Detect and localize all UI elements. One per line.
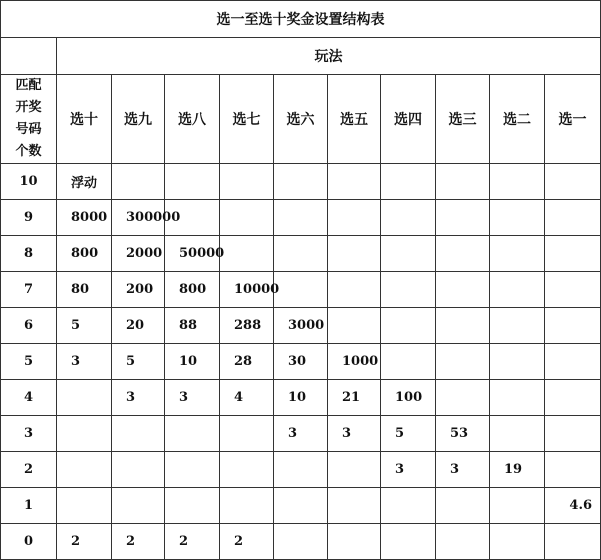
column-header-xuan6: 选六	[274, 75, 328, 164]
prize-cell	[436, 272, 490, 308]
prize-cell: 800	[165, 272, 220, 308]
prize-cell	[381, 308, 436, 344]
prize-cell	[436, 164, 490, 200]
prize-cell: 300000	[112, 200, 165, 236]
prize-cell: 30	[274, 344, 328, 380]
prize-cell: 1000	[328, 344, 381, 380]
column-header-xuan5: 选五	[328, 75, 381, 164]
table-row	[1, 164, 601, 200]
prize-cell	[274, 524, 328, 560]
prize-cell	[490, 236, 545, 272]
prize-cell: 19	[490, 452, 545, 488]
column-header-xuan7: 选七	[220, 75, 274, 164]
prize-cell	[328, 236, 381, 272]
corner-blank-cell	[1, 38, 57, 75]
table-row	[1, 272, 601, 308]
table-row	[1, 308, 601, 344]
prize-cell	[381, 344, 436, 380]
prize-cell	[545, 200, 601, 236]
column-header-xuan2: 选二	[490, 75, 545, 164]
match-count-cell: 4	[1, 380, 57, 416]
column-header-xuan10: 选十	[57, 75, 112, 164]
prize-cell	[381, 200, 436, 236]
prize-cell	[328, 488, 381, 524]
prize-cell	[436, 524, 490, 560]
prize-cell	[220, 164, 274, 200]
match-count-header-line: 个数	[15, 144, 42, 159]
column-header-xuan8: 选八	[165, 75, 220, 164]
column-header-xuan9: 选九	[112, 75, 165, 164]
prize-cell	[436, 200, 490, 236]
prize-cell: 4.6	[545, 488, 601, 524]
match-count-header	[1, 75, 57, 164]
prize-cell: 2000	[112, 236, 165, 272]
prize-cell: 5	[57, 308, 112, 344]
prize-cell: 3000	[274, 308, 328, 344]
match-count-cell: 10	[1, 164, 57, 200]
prize-cell	[545, 164, 601, 200]
prize-cell	[57, 452, 112, 488]
prize-cell	[220, 452, 274, 488]
prize-cell	[545, 236, 601, 272]
prize-cell	[545, 344, 601, 380]
prize-cell	[490, 272, 545, 308]
prize-cell	[545, 416, 601, 452]
prize-cell	[328, 452, 381, 488]
prize-cell	[381, 164, 436, 200]
prize-cell: 3	[57, 344, 112, 380]
prize-cell	[490, 488, 545, 524]
prize-cell: 5	[381, 416, 436, 452]
prize-cell: 3	[328, 416, 381, 452]
match-count-cell: 0	[1, 524, 57, 560]
prize-cell	[274, 488, 328, 524]
prize-cell	[220, 236, 274, 272]
prize-cell	[165, 416, 220, 452]
prize-cell: 3	[165, 380, 220, 416]
table-row	[1, 524, 601, 560]
prize-cell	[490, 524, 545, 560]
prize-cell: 80	[57, 272, 112, 308]
prize-cell: 100	[381, 380, 436, 416]
prize-cell: 3	[436, 452, 490, 488]
match-count-cell: 8	[1, 236, 57, 272]
match-count-header-line: 号码	[15, 122, 42, 137]
prize-cell: 10	[165, 344, 220, 380]
match-count-cell: 1	[1, 488, 57, 524]
prize-cell: 200	[112, 272, 165, 308]
prize-cell: 20	[112, 308, 165, 344]
prize-cell: 3	[274, 416, 328, 452]
prize-cell	[220, 200, 274, 236]
prize-cell: 浮动	[57, 164, 112, 200]
prize-cell	[112, 164, 165, 200]
prize-cell	[381, 488, 436, 524]
prize-cell	[436, 344, 490, 380]
prize-cell: 8000	[57, 200, 112, 236]
prize-cell	[220, 416, 274, 452]
prize-cell: 28	[220, 344, 274, 380]
match-count-header-line: 匹配	[15, 78, 42, 93]
prize-cell	[545, 524, 601, 560]
match-count-cell: 5	[1, 344, 57, 380]
prize-cell	[545, 380, 601, 416]
match-count-header-line: 开奖	[15, 100, 42, 115]
prize-cell: 288	[220, 308, 274, 344]
prize-cell	[490, 416, 545, 452]
prize-cell	[381, 272, 436, 308]
match-count-cell: 3	[1, 416, 57, 452]
table-row	[1, 344, 601, 380]
prize-cell	[436, 380, 490, 416]
prize-cell	[165, 488, 220, 524]
table-row	[1, 452, 601, 488]
prize-cell	[545, 308, 601, 344]
prize-cell	[328, 524, 381, 560]
prize-cell	[381, 524, 436, 560]
prize-cell: 3	[112, 380, 165, 416]
match-count-cell: 9	[1, 200, 57, 236]
prize-cell	[220, 488, 274, 524]
prize-cell: 800	[57, 236, 112, 272]
prize-cell	[328, 164, 381, 200]
prize-cell: 2	[220, 524, 274, 560]
prize-cell	[165, 452, 220, 488]
prize-cell: 53	[436, 416, 490, 452]
prize-cell: 4	[220, 380, 274, 416]
prize-cell	[112, 452, 165, 488]
table-title: 选一至选十奖金设置结构表	[1, 1, 601, 38]
prize-cell: 10	[274, 380, 328, 416]
prize-cell: 3	[381, 452, 436, 488]
prize-cell	[274, 164, 328, 200]
prize-cell: 10000	[220, 272, 274, 308]
prize-cell: 2	[112, 524, 165, 560]
table-row	[1, 200, 601, 236]
match-count-cell: 2	[1, 452, 57, 488]
prize-cell	[165, 164, 220, 200]
prize-cell	[545, 272, 601, 308]
prize-cell	[490, 344, 545, 380]
prize-cell	[57, 488, 112, 524]
match-count-cell: 7	[1, 272, 57, 308]
prize-cell: 5	[112, 344, 165, 380]
prize-cell	[274, 272, 328, 308]
match-count-cell: 6	[1, 308, 57, 344]
prize-cell: 50000	[165, 236, 220, 272]
play-type-header: 玩法	[57, 38, 601, 75]
prize-cell	[436, 488, 490, 524]
column-header-xuan4: 选四	[381, 75, 436, 164]
column-header-xuan3: 选三	[436, 75, 490, 164]
prize-cell: 88	[165, 308, 220, 344]
prize-cell: 2	[57, 524, 112, 560]
prize-cell	[490, 164, 545, 200]
prize-cell	[328, 272, 381, 308]
prize-cell	[381, 236, 436, 272]
prize-cell	[274, 200, 328, 236]
prize-cell	[57, 416, 112, 452]
column-header-xuan1: 选一	[545, 75, 601, 164]
prize-cell	[436, 236, 490, 272]
prize-cell	[328, 308, 381, 344]
prize-cell	[545, 452, 601, 488]
prize-cell	[490, 200, 545, 236]
prize-cell: 2	[165, 524, 220, 560]
prize-cell	[436, 308, 490, 344]
prize-cell	[490, 308, 545, 344]
table-row	[1, 488, 601, 524]
table-row	[1, 236, 601, 272]
table-row	[1, 416, 601, 452]
prize-cell: 21	[328, 380, 381, 416]
prize-cell	[112, 416, 165, 452]
prize-cell	[57, 380, 112, 416]
prize-cell	[490, 380, 545, 416]
table-row	[1, 380, 601, 416]
prize-cell	[112, 488, 165, 524]
prize-cell	[274, 452, 328, 488]
prize-cell	[328, 200, 381, 236]
prize-cell	[274, 236, 328, 272]
